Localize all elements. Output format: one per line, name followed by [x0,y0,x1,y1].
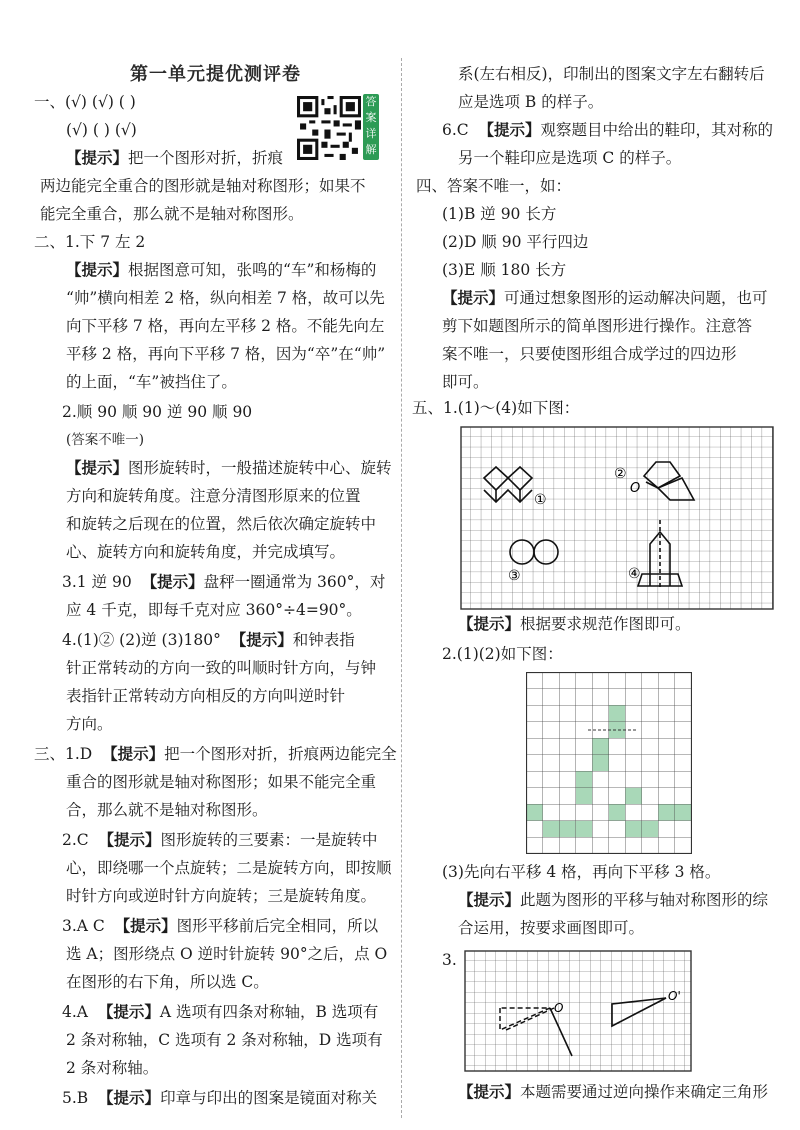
hint-line: “帅”横向相差 2 格，纵向相差 7 格，故可以先 [66,289,385,307]
figure-3-grid [464,950,692,1072]
hint-line: 【提示】此题为图形的平移与轴对称图形的综 [458,891,769,909]
answer-line: 二、1.下 7 左 2 [34,233,146,251]
grid-background [527,673,692,854]
hint-line: 重合的图形就是轴对称图形；如果不能完全重 [66,773,377,791]
hint-line: 向下平移 7 格，再向左平移 2 格。不能先向左 [66,317,385,335]
answer-line: (2)D 顺 90 平行四边 [442,233,589,251]
hint-label: 【提示】 [66,149,129,167]
section-heading: 四、答案不唯一，如： [416,177,572,195]
hint-line: 针正常转动的方向一致的叫顺时针方向，与钟 [66,659,377,677]
point-o-label: O [630,481,641,496]
column-divider [401,58,402,1118]
hint-line: 即可。 [442,373,489,391]
answer-line: 2.C 【提示】图形旋转的三要素：一是旋转中 [62,831,378,849]
section-heading: 五、1.(1)～(4)如下图： [412,399,580,417]
hint-line: 心、旋转方向和旋转角度，并完成填写。 [66,543,346,561]
answer-line: 5.B 【提示】印章与印出的图案是镜面对称关 [62,1089,378,1107]
hint-line: 能完全重合，那么就不是轴对称图形。 [40,205,304,223]
point-o-label: O [554,1001,564,1015]
answer-line: 三、1.D 【提示】把一个图形对折，折痕两边能完全 [34,745,397,763]
hint-line: 选 A；图形绕点 O 逆时针旋转 90°之后，点 O [66,945,388,963]
hint-line: 合运用，按要求画图即可。 [458,919,645,937]
hint-line: 2 条对称轴，C 选项有 2 条对称轴，D 选项有 [66,1031,383,1049]
hint-line: 【提示】把一个图形对折，折痕 [66,149,284,167]
hint-line: 系(左右相反)，印制出的图案文字左右翻转后 [458,65,765,83]
figure-1-grid [460,426,774,610]
hint-line: 应是选项 B 的样子。 [458,93,604,111]
hint-line: 平移 2 格，再向下平移 7 格，因为“卒”在“帅” [66,345,386,363]
hint-line: 【提示】根据要求规范作图即可。 [458,615,691,633]
answer-line: (1)B 逆 90 长方 [442,205,557,223]
answer-line: 3. [442,951,457,969]
answer-line: (√) ( ) (√) [66,121,137,139]
hint-line: 时针方向或逆时针方向旋转；三是旋转角度。 [66,887,377,905]
point-o-prime-label: O' [668,989,681,1003]
hint-line: 【提示】本题需要通过逆向操作来确定三角形 [458,1083,769,1101]
hint-line: 【提示】可通过想象图形的运动解决问题，也可 [442,289,768,307]
hint-line: 在图形的右下角，所以选 C。 [66,973,269,991]
figure-label-3: ③ [508,568,521,584]
answer-line: 4.(1)② (2)逆 (3)180° 【提示】和钟表指 [62,631,355,649]
figure-2-grid [526,672,692,854]
note-line: (答案不唯一) [66,432,145,448]
answer-line: (3)先向右平移 4 格，再向下平移 3 格。 [442,863,721,881]
answer-line: 一、(√) (√) ( ) [34,93,136,111]
hint-line: 合，那么就不是轴对称图形。 [66,801,268,819]
grid-background [465,951,691,1071]
hint-line: 和旋转之后现在的位置，然后依次确定旋转中 [66,515,377,533]
answer-line: 3.1 逆 90 【提示】盘秤一圈通常为 360°，对 [62,573,386,591]
hint-line: 案不唯一，只要使图形组合成学过的四边形 [442,345,737,363]
hint-line: 剪下如题图所示的简单图形进行操作。注意答 [442,317,753,335]
answer-line: 4.A 【提示】A 选项有四条对称轴，B 选项有 [62,1003,379,1021]
hint-line: 方向。 [66,715,113,733]
hint-line: 【提示】图形旋转时，一般描述旋转中心、旋转 [66,459,392,477]
answer-line: 2.(1)(2)如下图： [442,645,563,663]
qr-code-icon [297,96,361,160]
answer-line: (3)E 顺 180 长方 [442,261,567,279]
figure-label-4: ④ [628,566,641,582]
hint-line: 的上面，“车”被挡住了。 [66,373,237,391]
answer-line: 2.顺 90 顺 90 逆 90 顺 90 [62,403,253,421]
hint-line: 心，即绕哪一个点旋转；二是旋转方向，即按顺 [66,859,392,877]
hint-line: 两边能完全重合的图形就是轴对称图形；如果不 [40,177,366,195]
hint-line: 方向和旋转角度。注意分清图形原来的位置 [66,487,361,505]
hint-line: 表指针正常转动方向相反的方向叫逆时针 [66,687,346,705]
page-title: 第一单元提优测评卷 [130,64,301,85]
answer-line: 3.A C 【提示】图形平移前后完全相同，所以 [62,917,379,935]
hint-line: 应 4 千克，即每千克对应 360°÷4=90°。 [66,601,362,619]
answer-detail-tag[interactable]: 答 案 详 解 [363,94,379,160]
hint-line: 2 条对称轴。 [66,1059,159,1077]
figure-label-1: ① [534,492,547,508]
hint-line: 另一个鞋印应是选项 C 的样子。 [458,149,682,167]
figure-label-2: ② [614,466,627,482]
answer-line: 6.C 【提示】观察题目中给出的鞋印，其对称的 [442,121,774,139]
hint-line: 【提示】根据图意可知，张鸣的“车”和杨梅的 [66,261,377,279]
